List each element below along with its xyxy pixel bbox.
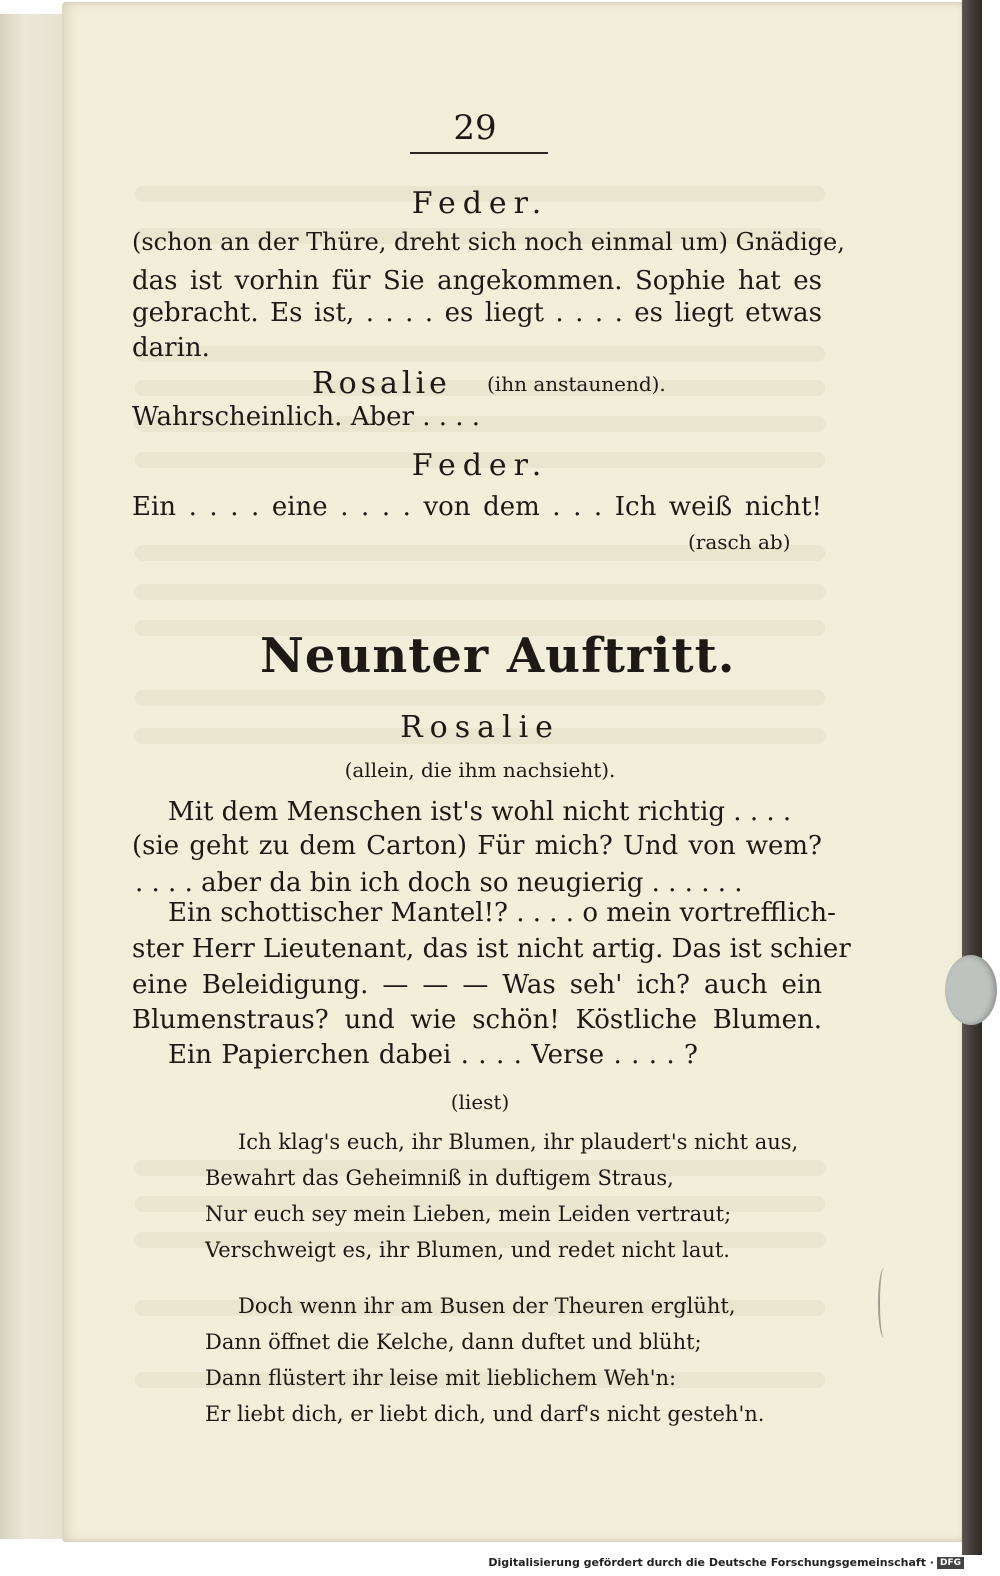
- text-line: das ist vorhin für Sie angekommen. Sophie hat es: [132, 266, 822, 296]
- text-line: Ein . . . . eine . . . . von dem . . . Ich weiß nicht!: [132, 492, 822, 522]
- stage-direction: (liest): [450, 1090, 510, 1114]
- scene-heading: Neunter Auftritt.: [260, 628, 736, 684]
- header-rule: [410, 152, 548, 154]
- speaker-feder: Feder.: [411, 448, 549, 483]
- text-line: gebracht. Es ist, . . . . es liegt . . . . es liegt etwas: [132, 298, 822, 328]
- speaker-feder: Feder.: [411, 186, 549, 221]
- text-line: eine Beleidigung. — — — Was seh' ich? auch ein: [132, 970, 822, 1000]
- bleed-through: [135, 380, 825, 396]
- bleed-through: [135, 584, 825, 600]
- pencil-mark: [878, 1268, 890, 1338]
- verse-line: Er liebt dich, er liebt dich, und darf's nicht gesteh'n.: [205, 1402, 765, 1426]
- text-line: (schon an der Thüre, dreht sich noch einmal um) Gnädige,: [132, 228, 845, 256]
- verse-line: Doch wenn ihr am Busen der Theuren erglüht,: [238, 1294, 736, 1318]
- verse-line: Dann flüstert ihr leise mit lieblichem Weh'n:: [205, 1366, 677, 1390]
- book-edge: [962, 0, 982, 1555]
- dfg-logo: DFG: [937, 1557, 964, 1569]
- facing-page-edge: [0, 14, 62, 1539]
- text-line: Ein Papierchen dabei . . . . Verse . . . . ?: [168, 1040, 698, 1070]
- speaker-rosalie: Rosalie: [312, 366, 451, 401]
- text-line: . . . . aber da bin ich doch so neugierig . . . . . .: [135, 868, 743, 898]
- text-line: Mit dem Menschen ist's wohl nicht richtig . . . .: [168, 797, 792, 827]
- text-line: ster Herr Lieutenant, das ist nicht artig. Das ist schier: [132, 934, 851, 964]
- text-line: Blumenstraus? und wie schön! Köstliche Blumen.: [132, 1005, 822, 1035]
- verse-line: Ich klag's euch, ihr Blumen, ihr plaudert's nicht aus,: [238, 1130, 799, 1154]
- verse-line: Verschweigt es, ihr Blumen, und redet nicht laut.: [205, 1238, 730, 1262]
- bleed-through: [135, 690, 825, 706]
- text-line: Wahrscheinlich. Aber . . . .: [132, 402, 481, 432]
- credit-text: Digitalisierung gefördert durch die Deutsche Forschungsgemeinschaft ·: [488, 1556, 934, 1569]
- page-clip-tab: [945, 955, 997, 1025]
- verse-line: Dann öffnet die Kelche, dann duftet und blüht;: [205, 1330, 702, 1354]
- stage-direction: (ihn anstaunend).: [487, 372, 666, 396]
- page-number: 29: [453, 108, 497, 148]
- stage-direction: (allein, die ihm nachsieht).: [344, 758, 616, 782]
- text-line: Ein schottischer Mantel!? . . . . o mein vortrefflich-: [168, 898, 836, 928]
- digitization-credit: [488, 1556, 964, 1569]
- verse-line: Nur euch sey mein Lieben, mein Leiden vertraut;: [205, 1202, 732, 1226]
- text-line: (sie geht zu dem Carton) Für mich? Und von wem?: [132, 831, 822, 861]
- stage-direction: (rasch ab): [688, 530, 791, 554]
- text-line: darin.: [132, 333, 210, 363]
- speaker-rosalie: Rosalie: [400, 710, 560, 745]
- verse-line: Bewahrt das Geheimniß in duftigem Straus,: [205, 1166, 674, 1190]
